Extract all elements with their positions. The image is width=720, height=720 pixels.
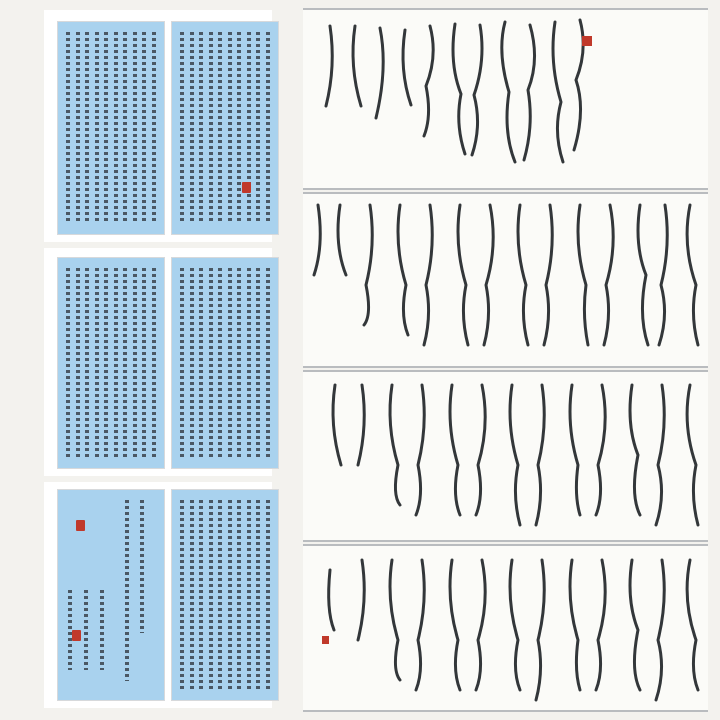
red-seal [582, 36, 592, 46]
red-seal [322, 636, 329, 644]
